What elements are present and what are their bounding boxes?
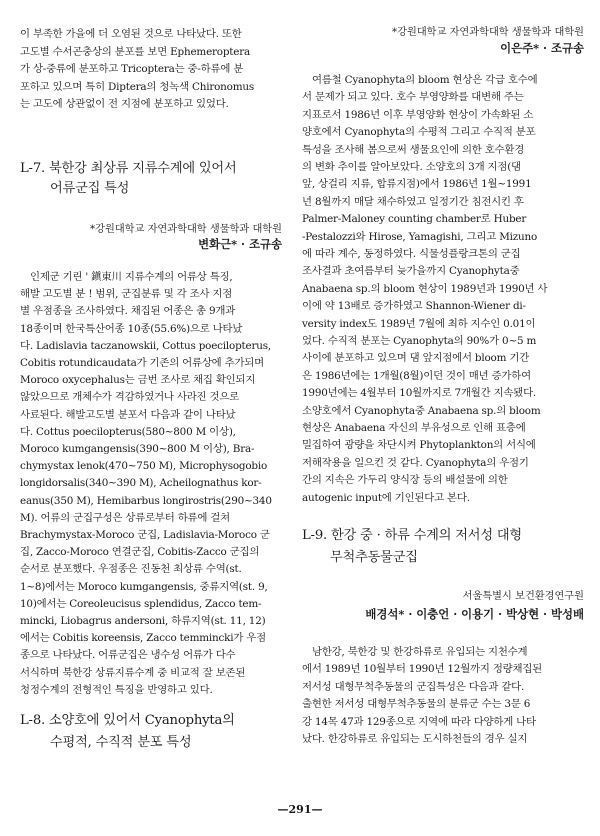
text-line: 18종이며 한국특산어종 10종(55.6%)으로 나타났 — [20, 322, 243, 335]
section-l7-authors: 변화근* · 조규송 — [198, 237, 282, 251]
text-line: 양호에서 Cyanophyta의 수평적 그리고 수직적 분포 — [302, 126, 536, 139]
text-line: 1990년에는 4월부터 10월까지로 7개월간 지속됐다. — [302, 387, 537, 400]
section-l8-heading-line1: L-8. 소양호에 있어서 Cyanophyta의 — [20, 713, 235, 728]
text-line: Moroco oxycephalus는 금번 조사로 채집 확인되지 — [20, 374, 256, 387]
text-line: 청정수계의 전형적인 특징을 반영하고 있다. — [20, 683, 213, 696]
text-line: 년 8월까지 매달 채수하였고 일정기간 침전시킨 후 — [302, 195, 524, 208]
section-l7-affiliation: *강원대학교 자연과학대학 생물학과 대학원 — [90, 224, 282, 235]
text-line: Cobitis rotundicaudata가 기존의 어류상에 추가되며 — [20, 357, 264, 369]
text-line: 간의 지속은 가두리 양식장 등의 배설물에 의한 — [302, 474, 508, 487]
text-line: 서 문제가 되고 있다. 호수 부영양화를 대변해 주는 — [302, 91, 524, 104]
text-line: 사료된다. 해발고도별 분포서 다음과 같이 나타났 — [20, 408, 236, 421]
text-line: 남한강, 북한강 및 한강하류로 유입되는 지천수계 — [312, 646, 528, 658]
section-l8-heading-line2: 수평적, 수직적 분포 특성 — [50, 735, 192, 750]
text-line: 이에 약 13배로 증가하였고 Shannon-Wiener di- — [302, 300, 526, 313]
text-line: 났다. 한강하류로 유입되는 도시하천들의 경우 실지 — [302, 733, 528, 745]
section-l9-heading-line2: 무척추동물군집 — [330, 550, 418, 565]
text-line: 특성을 조사해 봄으로써 생물요인에 의한 호수환경 — [302, 143, 525, 156]
text-line: -Pestalozzi와 Hirose, Yamagishi, 그리고 Mizuno — [302, 230, 538, 243]
text-line: 서식하며 북한강 상류지류수계 중 비교적 잘 보존된 — [20, 666, 246, 679]
text-line: M). 어류의 군집구성은 상류로부터 하류에 걸쳐 — [20, 511, 230, 524]
text-line: 별 우점종을 조사하였다. 채집된 어종은 총 9개과 — [20, 305, 236, 318]
text-line: 다. Ladislavia taczanowskii, Cottus poecilopterus, — [20, 339, 271, 352]
text-line: 의 변화 추이를 알아보았다. 소양호의 3개 지점(댐 — [302, 161, 521, 173]
text-line: 사이에 분포하고 있으며 댐 앞지점에서 bloom 기간 — [302, 352, 530, 365]
section-l8-affiliation: *강원대학교 자연과학대학 생물학과 대학원 — [392, 27, 584, 38]
text-line: 이 부족한 가을에 더 오염된 것으로 나타났다. 또한 — [20, 28, 242, 40]
text-line: 에서는 Cobitis koreensis, Zacco temmincki가 우점 — [20, 632, 266, 645]
text-line: 현상은 Anabaena 자신의 부유성으로 인해 표층에 — [302, 422, 526, 434]
text-line: 가 상-중류에 분포하고 Tricoptera는 중-하류에 분 — [20, 63, 244, 75]
text-line: versity index도 1989년 7월에 최하 지수인 0.01이 — [302, 317, 536, 330]
text-line: 었다. 수직적 분포는 Cyanophyta의 90%가 0~5 m — [302, 335, 537, 347]
text-line: 에 따라 계수, 동정하였다. 식물성플랑크톤의 군집 — [302, 248, 521, 260]
text-line: Palmer-Maloney counting chamber로 Huber — [302, 213, 527, 226]
text-line: 저서성 대형무척추동물의 군집특성은 다음과 같다. — [302, 680, 525, 693]
text-line: 순서로 분포했다. 우점종은 진동천 최상류 수역(st. — [20, 563, 242, 576]
text-line: longidorsalis(340~390 M), Acheilognathus kor- — [20, 477, 262, 490]
text-line: 다. Cottus poecilopterus(580~800 M 이상), — [20, 425, 236, 438]
text-line: 지표로서 1986년 이후 부영양화 현상이 가속화된 소 — [302, 108, 534, 121]
text-line: 인제군 기린 ' 鎭東川 지류수계의 어류상 특징, — [30, 271, 233, 283]
section-l9-affiliation: 서울특별시 보건환경연구원 — [462, 591, 584, 602]
text-line: 앞, 상걸리 지류, 합류지점)에서 1986년 1월~1991 — [302, 178, 532, 191]
text-line: 밀집하여 광량을 차단시켜 Phytoplankton의 서식에 — [302, 439, 536, 452]
text-line: Moroco kumgangensis(390~800 M 이상), Bra- — [20, 443, 255, 455]
section-l9-heading-line1: L-9. 한강 중 · 하류 수계의 저서성 대형 — [302, 528, 522, 543]
section-l9-authors: 배경석* · 이충언 · 이용기 · 박상현 · 박성배 — [365, 607, 584, 621]
text-line: Anabaena sp.의 bloom 현상이 1989년과 1990년 사 — [302, 282, 548, 295]
text-line: 고도별 수서곤충상의 분포를 보면 Ephemeroptera — [20, 45, 250, 58]
text-line: 저해작용을 일으킨 것 같다. Cyanophyta의 우점기 — [302, 456, 529, 469]
text-line: Brachymystax-Moroco 군집, Ladislavia-Moroco 군 — [20, 529, 270, 541]
text-line: 에서 1989년 10월부터 1990년 12월까지 정량채집된 — [302, 663, 543, 676]
text-line: 해발 고도별 분 ! 범위, 군집분류 및 각 조사 지점 — [20, 288, 233, 301]
text-line: 조사결과 초여름부터 늦가을까지 Cyanophyta중 — [302, 265, 520, 278]
text-line: 은 1986년에는 1개월(8월)이던 것이 매년 증가하여 — [302, 369, 531, 382]
text-line: mincki, Liobagrus andersoni, 하류지역(st. 11, 12) — [20, 615, 266, 627]
section-l8-authors: 이은주* · 조규송 — [500, 41, 584, 55]
section-l7-heading-line1: L-7. 북한강 최상류 지류수계에 있어서 — [20, 161, 237, 176]
section-l7-heading-line2: 어류군집 특성 — [50, 181, 130, 196]
text-line: 않았으므로 개체수가 격감하였거나 사라진 것으로 — [20, 391, 239, 404]
text-line: 10)에서는 Coreoleucisus splendidus, Zacco tem- — [20, 597, 262, 610]
text-line: 1~8)에서는 Moroco kumgangensis, 중류지역(st. 9, — [20, 580, 268, 593]
text-line: 강 14목 47과 129종으로 지역에 따라 다양하게 나타 — [302, 715, 536, 728]
text-line: 는 고도에 상관없이 전 지점에 분포하고 있었다. — [20, 98, 229, 110]
text-line: 포하고 있으며 특히 Diptera의 청녹색 Chironomus — [20, 80, 254, 93]
text-line: chymystax lenok(470~750 M), Microphysogobio — [20, 460, 268, 473]
text-line: 여름철 Cyanophyta의 bloom 현상은 각급 호수에 — [312, 74, 538, 86]
text-line: 소양호에서 Cyanophyta중 Anabaena sp.의 bloom — [302, 404, 541, 417]
page-number: —291— — [277, 803, 323, 816]
text-line: 종으로 나타났다. 어류군집은 냉수성 어류가 다수 — [20, 649, 236, 662]
text-line: 출현한 저서성 대형무척추동물의 분류군 수는 3문 6 — [302, 698, 531, 711]
text-line: eanus(350 M), Hemibarbus longirostris(290~340 — [20, 494, 272, 507]
text-line: 집, Zacco-Moroco 연결군집, Cobitis-Zacco 군집의 — [20, 546, 260, 559]
text-line: autogenic input에 기인된다고 본다. — [302, 491, 470, 504]
